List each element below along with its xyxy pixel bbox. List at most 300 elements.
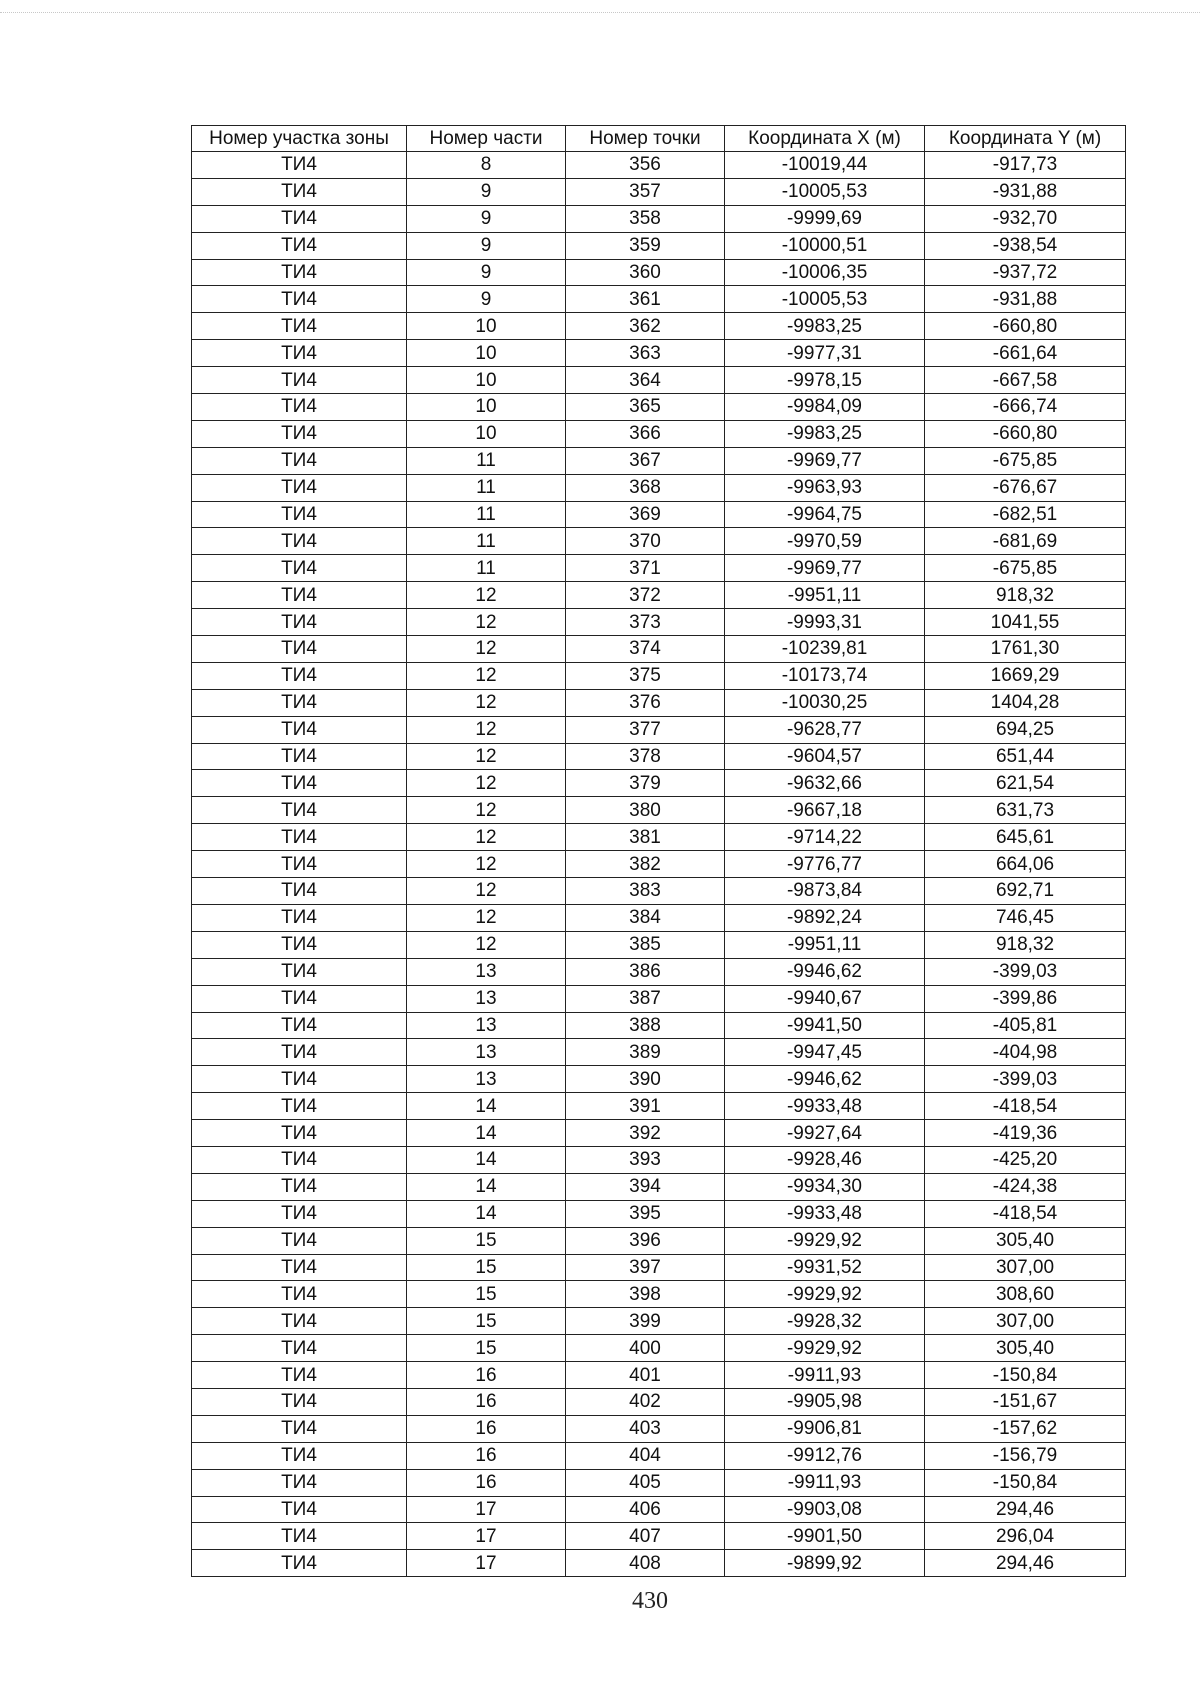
cell-coordinate-y: -156,79 [925,1442,1126,1469]
cell-point-number: 384 [566,904,725,931]
cell-zone-section: ТИ4 [192,313,407,340]
cell-coordinate-x: -9899,92 [725,1550,925,1577]
cell-part-number: 14 [407,1146,566,1173]
cell-point-number: 366 [566,420,725,447]
table-row [192,152,1126,179]
cell-zone-section: ТИ4 [192,636,407,663]
cell-point-number: 372 [566,582,725,609]
cell-coordinate-y: -932,70 [925,205,1126,232]
cell-point-number: 404 [566,1442,725,1469]
cell-coordinate-y: -675,85 [925,447,1126,474]
cell-point-number: 391 [566,1093,725,1120]
cell-coordinate-x: -9714,22 [725,824,925,851]
table-row [192,1469,1126,1496]
table-row [192,528,1126,555]
cell-zone-section: ТИ4 [192,1496,407,1523]
cell-zone-section: ТИ4 [192,1254,407,1281]
cell-part-number: 9 [407,178,566,205]
table-row [192,1173,1126,1200]
table-row [192,636,1126,663]
cell-point-number: 381 [566,824,725,851]
cell-coordinate-x: -9776,77 [725,851,925,878]
cell-zone-section: ТИ4 [192,582,407,609]
cell-coordinate-x: -9928,46 [725,1146,925,1173]
cell-zone-section: ТИ4 [192,958,407,985]
cell-part-number: 12 [407,931,566,958]
cell-coordinate-y: 664,06 [925,851,1126,878]
table-row [192,1120,1126,1147]
cell-point-number: 374 [566,636,725,663]
cell-part-number: 12 [407,636,566,663]
page-number: 430 [632,1588,668,1614]
cell-coordinate-x: -9933,48 [725,1200,925,1227]
cell-coordinate-y: -666,74 [925,394,1126,421]
cell-coordinate-x: -10006,35 [725,259,925,286]
cell-zone-section: ТИ4 [192,501,407,528]
cell-part-number: 13 [407,958,566,985]
table-row [192,1308,1126,1335]
cell-point-number: 380 [566,797,725,824]
cell-coordinate-x: -9993,31 [725,609,925,636]
table-row [192,205,1126,232]
table-row [192,367,1126,394]
cell-coordinate-x: -9984,09 [725,394,925,421]
cell-point-number: 361 [566,286,725,313]
table-row [192,851,1126,878]
cell-part-number: 12 [407,743,566,770]
cell-zone-section: ТИ4 [192,851,407,878]
cell-coordinate-x: -9905,98 [725,1388,925,1415]
cell-point-number: 403 [566,1415,725,1442]
cell-coordinate-x: -9951,11 [725,931,925,958]
cell-zone-section: ТИ4 [192,259,407,286]
cell-coordinate-x: -9901,50 [725,1523,925,1550]
cell-part-number: 12 [407,824,566,851]
cell-point-number: 398 [566,1281,725,1308]
table-body [192,152,1126,1577]
cell-coordinate-x: -9969,77 [725,447,925,474]
table-row [192,1496,1126,1523]
cell-zone-section: ТИ4 [192,340,407,367]
table-row [192,931,1126,958]
table-row [192,582,1126,609]
cell-coordinate-x: -9970,59 [725,528,925,555]
cell-coordinate-y: 307,00 [925,1254,1126,1281]
table-row [192,178,1126,205]
cell-coordinate-x: -9911,93 [725,1362,925,1389]
cell-coordinate-y: -681,69 [925,528,1126,555]
cell-coordinate-y: -675,85 [925,555,1126,582]
cell-coordinate-y: 1669,29 [925,662,1126,689]
cell-zone-section: ТИ4 [192,1227,407,1254]
header-coordinate-x: Координата X (м) [725,126,925,152]
cell-part-number: 13 [407,1012,566,1039]
cell-point-number: 359 [566,232,725,259]
cell-part-number: 13 [407,985,566,1012]
cell-coordinate-y: -150,84 [925,1469,1126,1496]
cell-coordinate-x: -9929,92 [725,1227,925,1254]
cell-part-number: 12 [407,716,566,743]
cell-coordinate-x: -9906,81 [725,1415,925,1442]
cell-coordinate-x: -10239,81 [725,636,925,663]
cell-coordinate-x: -9604,57 [725,743,925,770]
cell-coordinate-y: -418,54 [925,1093,1126,1120]
cell-part-number: 13 [407,1066,566,1093]
cell-coordinate-x: -9940,67 [725,985,925,1012]
cell-part-number: 16 [407,1469,566,1496]
cell-part-number: 17 [407,1523,566,1550]
cell-coordinate-y: 918,32 [925,931,1126,958]
cell-point-number: 383 [566,878,725,905]
cell-coordinate-x: -9969,77 [725,555,925,582]
cell-coordinate-y: -404,98 [925,1039,1126,1066]
cell-part-number: 14 [407,1200,566,1227]
cell-part-number: 10 [407,313,566,340]
cell-zone-section: ТИ4 [192,1523,407,1550]
table-row [192,824,1126,851]
cell-coordinate-y: 294,46 [925,1496,1126,1523]
cell-zone-section: ТИ4 [192,1469,407,1496]
table-row [192,1523,1126,1550]
cell-zone-section: ТИ4 [192,716,407,743]
cell-part-number: 16 [407,1415,566,1442]
cell-part-number: 12 [407,770,566,797]
table-row [192,286,1126,313]
table-row [192,1254,1126,1281]
cell-coordinate-y: 1041,55 [925,609,1126,636]
cell-point-number: 358 [566,205,725,232]
cell-coordinate-x: -9929,92 [725,1335,925,1362]
cell-point-number: 379 [566,770,725,797]
cell-point-number: 402 [566,1388,725,1415]
cell-zone-section: ТИ4 [192,1308,407,1335]
table-row [192,609,1126,636]
cell-point-number: 397 [566,1254,725,1281]
table-row [192,474,1126,501]
cell-part-number: 8 [407,152,566,179]
cell-zone-section: ТИ4 [192,662,407,689]
cell-zone-section: ТИ4 [192,205,407,232]
cell-zone-section: ТИ4 [192,609,407,636]
table-row [192,555,1126,582]
table-header-row [192,126,1126,152]
cell-part-number: 15 [407,1281,566,1308]
cell-point-number: 376 [566,689,725,716]
header-coordinate-y: Координата Y (м) [925,126,1126,152]
cell-zone-section: ТИ4 [192,420,407,447]
cell-coordinate-x: -9903,08 [725,1496,925,1523]
cell-zone-section: ТИ4 [192,878,407,905]
cell-point-number: 356 [566,152,725,179]
cell-part-number: 12 [407,609,566,636]
cell-part-number: 9 [407,259,566,286]
table-row [192,716,1126,743]
cell-coordinate-y: -418,54 [925,1200,1126,1227]
table-row [192,501,1126,528]
cell-zone-section: ТИ4 [192,367,407,394]
cell-coordinate-y: -399,03 [925,1066,1126,1093]
cell-coordinate-x: -9929,92 [725,1281,925,1308]
cell-zone-section: ТИ4 [192,797,407,824]
cell-coordinate-y: 305,40 [925,1227,1126,1254]
table-row [192,259,1126,286]
cell-coordinate-y: -676,67 [925,474,1126,501]
table-row [192,1550,1126,1577]
table-row [192,1388,1126,1415]
cell-part-number: 9 [407,205,566,232]
cell-coordinate-x: -9892,24 [725,904,925,931]
cell-coordinate-x: -9928,32 [725,1308,925,1335]
cell-point-number: 392 [566,1120,725,1147]
cell-coordinate-y: 918,32 [925,582,1126,609]
table-row [192,447,1126,474]
cell-coordinate-y: -917,73 [925,152,1126,179]
cell-coordinate-x: -10005,53 [725,178,925,205]
cell-part-number: 15 [407,1254,566,1281]
cell-part-number: 11 [407,528,566,555]
cell-point-number: 373 [566,609,725,636]
cell-part-number: 15 [407,1227,566,1254]
cell-zone-section: ТИ4 [192,824,407,851]
cell-coordinate-y: 308,60 [925,1281,1126,1308]
table-row [192,743,1126,770]
cell-point-number: 406 [566,1496,725,1523]
cell-zone-section: ТИ4 [192,1362,407,1389]
cell-point-number: 364 [566,367,725,394]
cell-point-number: 408 [566,1550,725,1577]
cell-coordinate-y: -399,86 [925,985,1126,1012]
cell-part-number: 16 [407,1388,566,1415]
cell-coordinate-x: -9912,76 [725,1442,925,1469]
cell-coordinate-y: 305,40 [925,1335,1126,1362]
table-row [192,1093,1126,1120]
cell-zone-section: ТИ4 [192,931,407,958]
cell-point-number: 400 [566,1335,725,1362]
cell-point-number: 369 [566,501,725,528]
cell-zone-section: ТИ4 [192,1066,407,1093]
cell-coordinate-y: 294,46 [925,1550,1126,1577]
cell-zone-section: ТИ4 [192,770,407,797]
cell-point-number: 385 [566,931,725,958]
table-row [192,1442,1126,1469]
cell-coordinate-x: -9927,64 [725,1120,925,1147]
cell-point-number: 387 [566,985,725,1012]
cell-part-number: 12 [407,851,566,878]
cell-coordinate-y: 307,00 [925,1308,1126,1335]
cell-part-number: 9 [407,232,566,259]
cell-coordinate-y: -660,80 [925,420,1126,447]
cell-point-number: 377 [566,716,725,743]
cell-point-number: 363 [566,340,725,367]
cell-point-number: 362 [566,313,725,340]
header-part-number: Номер части [407,126,566,152]
table-row [192,1146,1126,1173]
cell-coordinate-y: -682,51 [925,501,1126,528]
cell-part-number: 16 [407,1442,566,1469]
cell-zone-section: ТИ4 [192,232,407,259]
cell-point-number: 368 [566,474,725,501]
cell-point-number: 360 [566,259,725,286]
cell-part-number: 11 [407,447,566,474]
cell-coordinate-x: -9946,62 [725,1066,925,1093]
cell-coordinate-y: -399,03 [925,958,1126,985]
table-row [192,1362,1126,1389]
cell-coordinate-y: -938,54 [925,232,1126,259]
cell-zone-section: ТИ4 [192,743,407,770]
cell-coordinate-x: -10005,53 [725,286,925,313]
cell-zone-section: ТИ4 [192,555,407,582]
cell-coordinate-y: -157,62 [925,1415,1126,1442]
cell-coordinate-y: -151,67 [925,1388,1126,1415]
cell-point-number: 399 [566,1308,725,1335]
table-row [192,1066,1126,1093]
cell-point-number: 394 [566,1173,725,1200]
cell-coordinate-x: -10000,51 [725,232,925,259]
table-row [192,1200,1126,1227]
cell-coordinate-x: -9947,45 [725,1039,925,1066]
cell-part-number: 14 [407,1120,566,1147]
table-row [192,1335,1126,1362]
table-row [192,662,1126,689]
cell-part-number: 12 [407,689,566,716]
cell-coordinate-x: -9873,84 [725,878,925,905]
cell-part-number: 9 [407,286,566,313]
table-row [192,1415,1126,1442]
cell-part-number: 10 [407,340,566,367]
cell-zone-section: ТИ4 [192,474,407,501]
cell-zone-section: ТИ4 [192,1415,407,1442]
header-zone-section: Номер участка зоны [192,126,407,152]
cell-zone-section: ТИ4 [192,1146,407,1173]
cell-coordinate-x: -9632,66 [725,770,925,797]
cell-zone-section: ТИ4 [192,904,407,931]
cell-coordinate-y: 621,54 [925,770,1126,797]
cell-coordinate-x: -10030,25 [725,689,925,716]
cell-point-number: 390 [566,1066,725,1093]
cell-part-number: 12 [407,582,566,609]
table-row [192,340,1126,367]
cell-coordinate-x: -10173,74 [725,662,925,689]
cell-zone-section: ТИ4 [192,1012,407,1039]
cell-zone-section: ТИ4 [192,447,407,474]
cell-zone-section: ТИ4 [192,1039,407,1066]
cell-zone-section: ТИ4 [192,286,407,313]
table-row [192,770,1126,797]
cell-zone-section: ТИ4 [192,178,407,205]
cell-coordinate-y: -661,64 [925,340,1126,367]
cell-part-number: 14 [407,1173,566,1200]
cell-coordinate-y: 1761,30 [925,636,1126,663]
cell-coordinate-y: -150,84 [925,1362,1126,1389]
table-row [192,1012,1126,1039]
cell-part-number: 10 [407,420,566,447]
header-point-number: Номер точки [566,126,725,152]
cell-part-number: 15 [407,1335,566,1362]
cell-point-number: 382 [566,851,725,878]
cell-coordinate-y: 631,73 [925,797,1126,824]
cell-coordinate-y: 692,71 [925,878,1126,905]
cell-zone-section: ТИ4 [192,1550,407,1577]
cell-point-number: 389 [566,1039,725,1066]
cell-part-number: 11 [407,474,566,501]
cell-point-number: 365 [566,394,725,421]
cell-zone-section: ТИ4 [192,1200,407,1227]
cell-coordinate-x: -9983,25 [725,420,925,447]
cell-point-number: 371 [566,555,725,582]
table-row [192,420,1126,447]
table-row [192,878,1126,905]
cell-coordinate-x: -9941,50 [725,1012,925,1039]
table-row [192,1039,1126,1066]
cell-part-number: 12 [407,797,566,824]
cell-coordinate-y: 746,45 [925,904,1126,931]
cell-coordinate-y: 694,25 [925,716,1126,743]
cell-coordinate-x: -10019,44 [725,152,925,179]
cell-point-number: 407 [566,1523,725,1550]
cell-coordinate-x: -9977,31 [725,340,925,367]
cell-coordinate-y: -937,72 [925,259,1126,286]
cell-zone-section: ТИ4 [192,1120,407,1147]
cell-point-number: 370 [566,528,725,555]
table-row [192,797,1126,824]
cell-coordinate-y: -667,58 [925,367,1126,394]
cell-coordinate-x: -9911,93 [725,1469,925,1496]
cell-point-number: 395 [566,1200,725,1227]
cell-part-number: 12 [407,904,566,931]
table-row [192,394,1126,421]
table-row [192,689,1126,716]
cell-zone-section: ТИ4 [192,1093,407,1120]
table-row [192,958,1126,985]
cell-coordinate-x: -9999,69 [725,205,925,232]
cell-zone-section: ТИ4 [192,152,407,179]
cell-zone-section: ТИ4 [192,1442,407,1469]
cell-point-number: 396 [566,1227,725,1254]
cell-zone-section: ТИ4 [192,1281,407,1308]
cell-coordinate-y: 296,04 [925,1523,1126,1550]
cell-part-number: 12 [407,878,566,905]
cell-coordinate-x: -9933,48 [725,1093,925,1120]
scan-edge-line [0,12,1200,13]
cell-coordinate-y: -425,20 [925,1146,1126,1173]
cell-point-number: 378 [566,743,725,770]
cell-zone-section: ТИ4 [192,394,407,421]
cell-zone-section: ТИ4 [192,1388,407,1415]
cell-point-number: 386 [566,958,725,985]
cell-point-number: 401 [566,1362,725,1389]
cell-part-number: 17 [407,1550,566,1577]
cell-part-number: 16 [407,1362,566,1389]
cell-coordinate-y: -424,38 [925,1173,1126,1200]
cell-coordinate-y: 645,61 [925,824,1126,851]
table-row [192,1227,1126,1254]
cell-zone-section: ТИ4 [192,1173,407,1200]
cell-coordinate-x: -9934,30 [725,1173,925,1200]
cell-point-number: 367 [566,447,725,474]
cell-coordinate-x: -9946,62 [725,958,925,985]
cell-coordinate-x: -9951,11 [725,582,925,609]
cell-coordinate-y: 1404,28 [925,689,1126,716]
cell-part-number: 14 [407,1093,566,1120]
cell-coordinate-y: -660,80 [925,313,1126,340]
table-row [192,1281,1126,1308]
table-row [192,313,1126,340]
cell-coordinate-y: -405,81 [925,1012,1126,1039]
cell-coordinate-x: -9983,25 [725,313,925,340]
cell-part-number: 15 [407,1308,566,1335]
cell-part-number: 17 [407,1496,566,1523]
cell-coordinate-y: -931,88 [925,178,1126,205]
